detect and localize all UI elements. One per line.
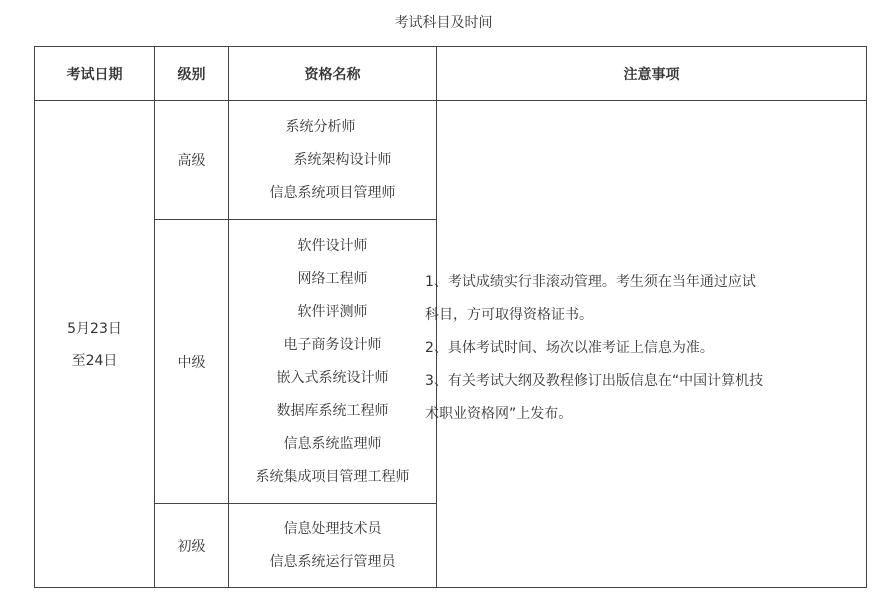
level-label: 高级 [177,153,206,169]
note-line: 科目，方可取得资格证书。 [425,307,593,323]
note-line: 1、考试成绩实行非滚动管理。考生须在当年通过应试 [425,274,756,290]
notes-content [425,266,805,431]
exam-date-line2: 至24日 [71,353,118,369]
header-level-label: 级别 [177,66,206,83]
qualification-list-junior [229,504,436,587]
qualification-item: 嵌入式系统设计师 [276,370,389,386]
header-notes [437,47,866,100]
qualification-item: 系统集成项目管理工程师 [255,469,410,485]
level-junior [155,504,228,587]
exam-date-cell [35,101,154,587]
qualification-item: 软件设计师 [297,238,368,254]
qualification-item: 系统架构设计师 [293,152,392,168]
qualification-item: 信息系统运行管理员 [269,554,396,570]
qualification-item: 网络工程师 [297,271,368,287]
level-label: 中级 [177,354,206,371]
exam-date-line1: 5月23日 [67,321,122,337]
qualification-item: 信息处理技术员 [283,521,382,537]
qualification-item: 数据库系统工程师 [276,403,389,419]
header-date [35,47,154,100]
qualification-item: 电子商务设计师 [283,337,382,353]
note-line: 2、具体考试时间、场次以准考证上信息为准。 [425,340,714,356]
qualification-list-intermediate [229,220,436,503]
header-qualification-label: 资格名称 [304,66,361,83]
level-label: 初级 [177,538,206,555]
qualification-item: 软件评测师 [297,304,368,320]
qualification-list-senior [229,101,436,219]
level-intermediate [155,220,228,503]
qualification-item: 信息系统监理师 [283,436,382,452]
qualification-item: 系统分析师 [285,119,356,135]
header-qualification [229,47,436,100]
qualification-item: 信息系统项目管理师 [269,185,396,201]
note-line: 术职业资格网”上发布。 [425,406,573,422]
header-notes-label: 注意事项 [623,66,680,83]
header-date-label: 考试日期 [66,66,123,83]
header-level [155,47,228,100]
note-line: 3、有关考试大纲及教程修订出版信息在“中国计算机技 [425,373,764,389]
level-senior [155,101,228,219]
page-title: 考试科目及时间 [394,15,493,31]
